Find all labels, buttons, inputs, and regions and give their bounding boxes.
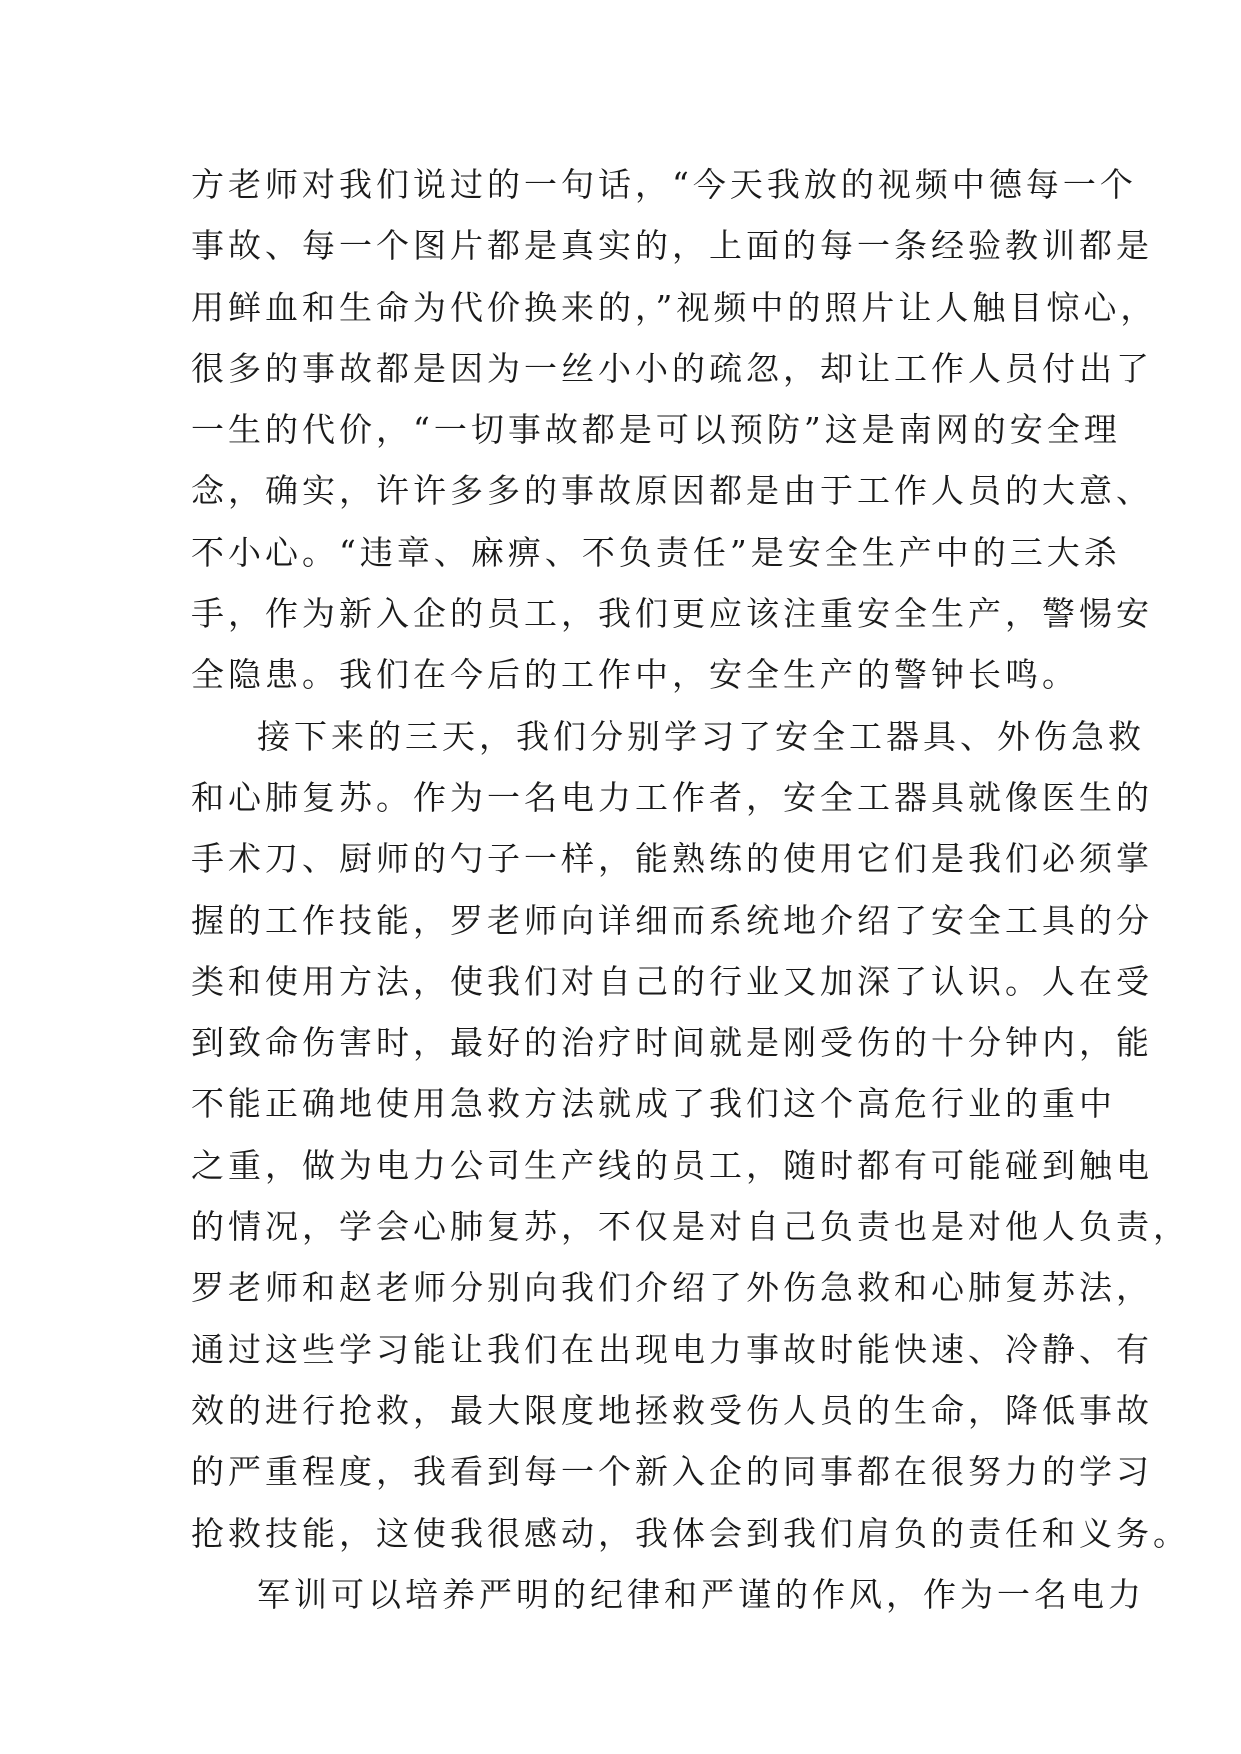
document-body-text — [191, 154, 1190, 1625]
text-line: 之重，做为电力公司生产线的员工，随时都有可能碰到触电 — [191, 1145, 1153, 1185]
text-line: 手，作为新入企的员工，我们更应该注重安全生产，警惕安 — [191, 594, 1153, 634]
text-line: 握的工作技能，罗老师向详细而系统地介绍了安全工具的分 — [191, 900, 1153, 940]
text-line: 的严重程度，我看到每一个新入企的同事都在很努力的学习 — [191, 1452, 1153, 1492]
paragraph-first-line: 军训可以培养严明的纪律和严谨的作风，作为一名电力 — [257, 1574, 1145, 1614]
text-line: 的情况，学会心肺复苏，不仅是对自己负责也是对他人负责， — [191, 1207, 1190, 1247]
text-line: 通过这些学习能让我们在出现电力事故时能快速、冷静、有 — [191, 1329, 1153, 1369]
text-line: 效的进行抢救，最大限度地拯救受伤人员的生命，降低事故 — [191, 1390, 1153, 1430]
text-line: 抢救技能，这使我很感动，我体会到我们肩负的责任和义务。 — [191, 1513, 1190, 1553]
text-line: 很多的事故都是因为一丝小小的疏忽，却让工作人员付出了 — [191, 348, 1153, 388]
text-line: 不能正确地使用急救方法就成了我们这个高危行业的重中 — [191, 1084, 1116, 1124]
text-line: 和心肺复苏。作为一名电力工作者，安全工器具就像医生的 — [191, 777, 1153, 817]
text-line: 方老师对我们说过的一句话，“今天我放的视频中德每一个 — [191, 165, 1137, 204]
text-line: 类和使用方法，使我们对自己的行业又加深了认识。人在受 — [191, 961, 1153, 1001]
text-line: 全隐患。我们在今后的工作中，安全生产的警钟长鸣。 — [191, 655, 1079, 695]
text-line: 手术刀、厨师的勺子一样，能熟练的使用它们是我们必须掌 — [191, 839, 1153, 879]
text-line: 念，确实，许许多多的事故原因都是由于工作人员的大意、 — [191, 471, 1153, 511]
text-line: 不小心。“违章、麻痹、不负责任”是安全生产中的三大杀 — [191, 532, 1121, 572]
text-line: 一生的代价，“一切事故都是可以预防”这是南网的安全理 — [191, 410, 1121, 450]
text-line: 罗老师和赵老师分别向我们介绍了外伤急救和心肺复苏法， — [191, 1268, 1153, 1308]
text-line: 到致命伤害时，最好的治疗时间就是刚受伤的十分钟内，能 — [191, 1023, 1153, 1063]
paragraph-first-line: 接下来的三天，我们分别学习了安全工器具、外伤急救 — [257, 716, 1145, 756]
text-line: 用鲜血和生命为代价换来的，”视频中的照片让人触目惊心， — [191, 287, 1158, 327]
text-line: 事故、每一个图片都是真实的，上面的每一条经验教训都是 — [191, 226, 1153, 266]
